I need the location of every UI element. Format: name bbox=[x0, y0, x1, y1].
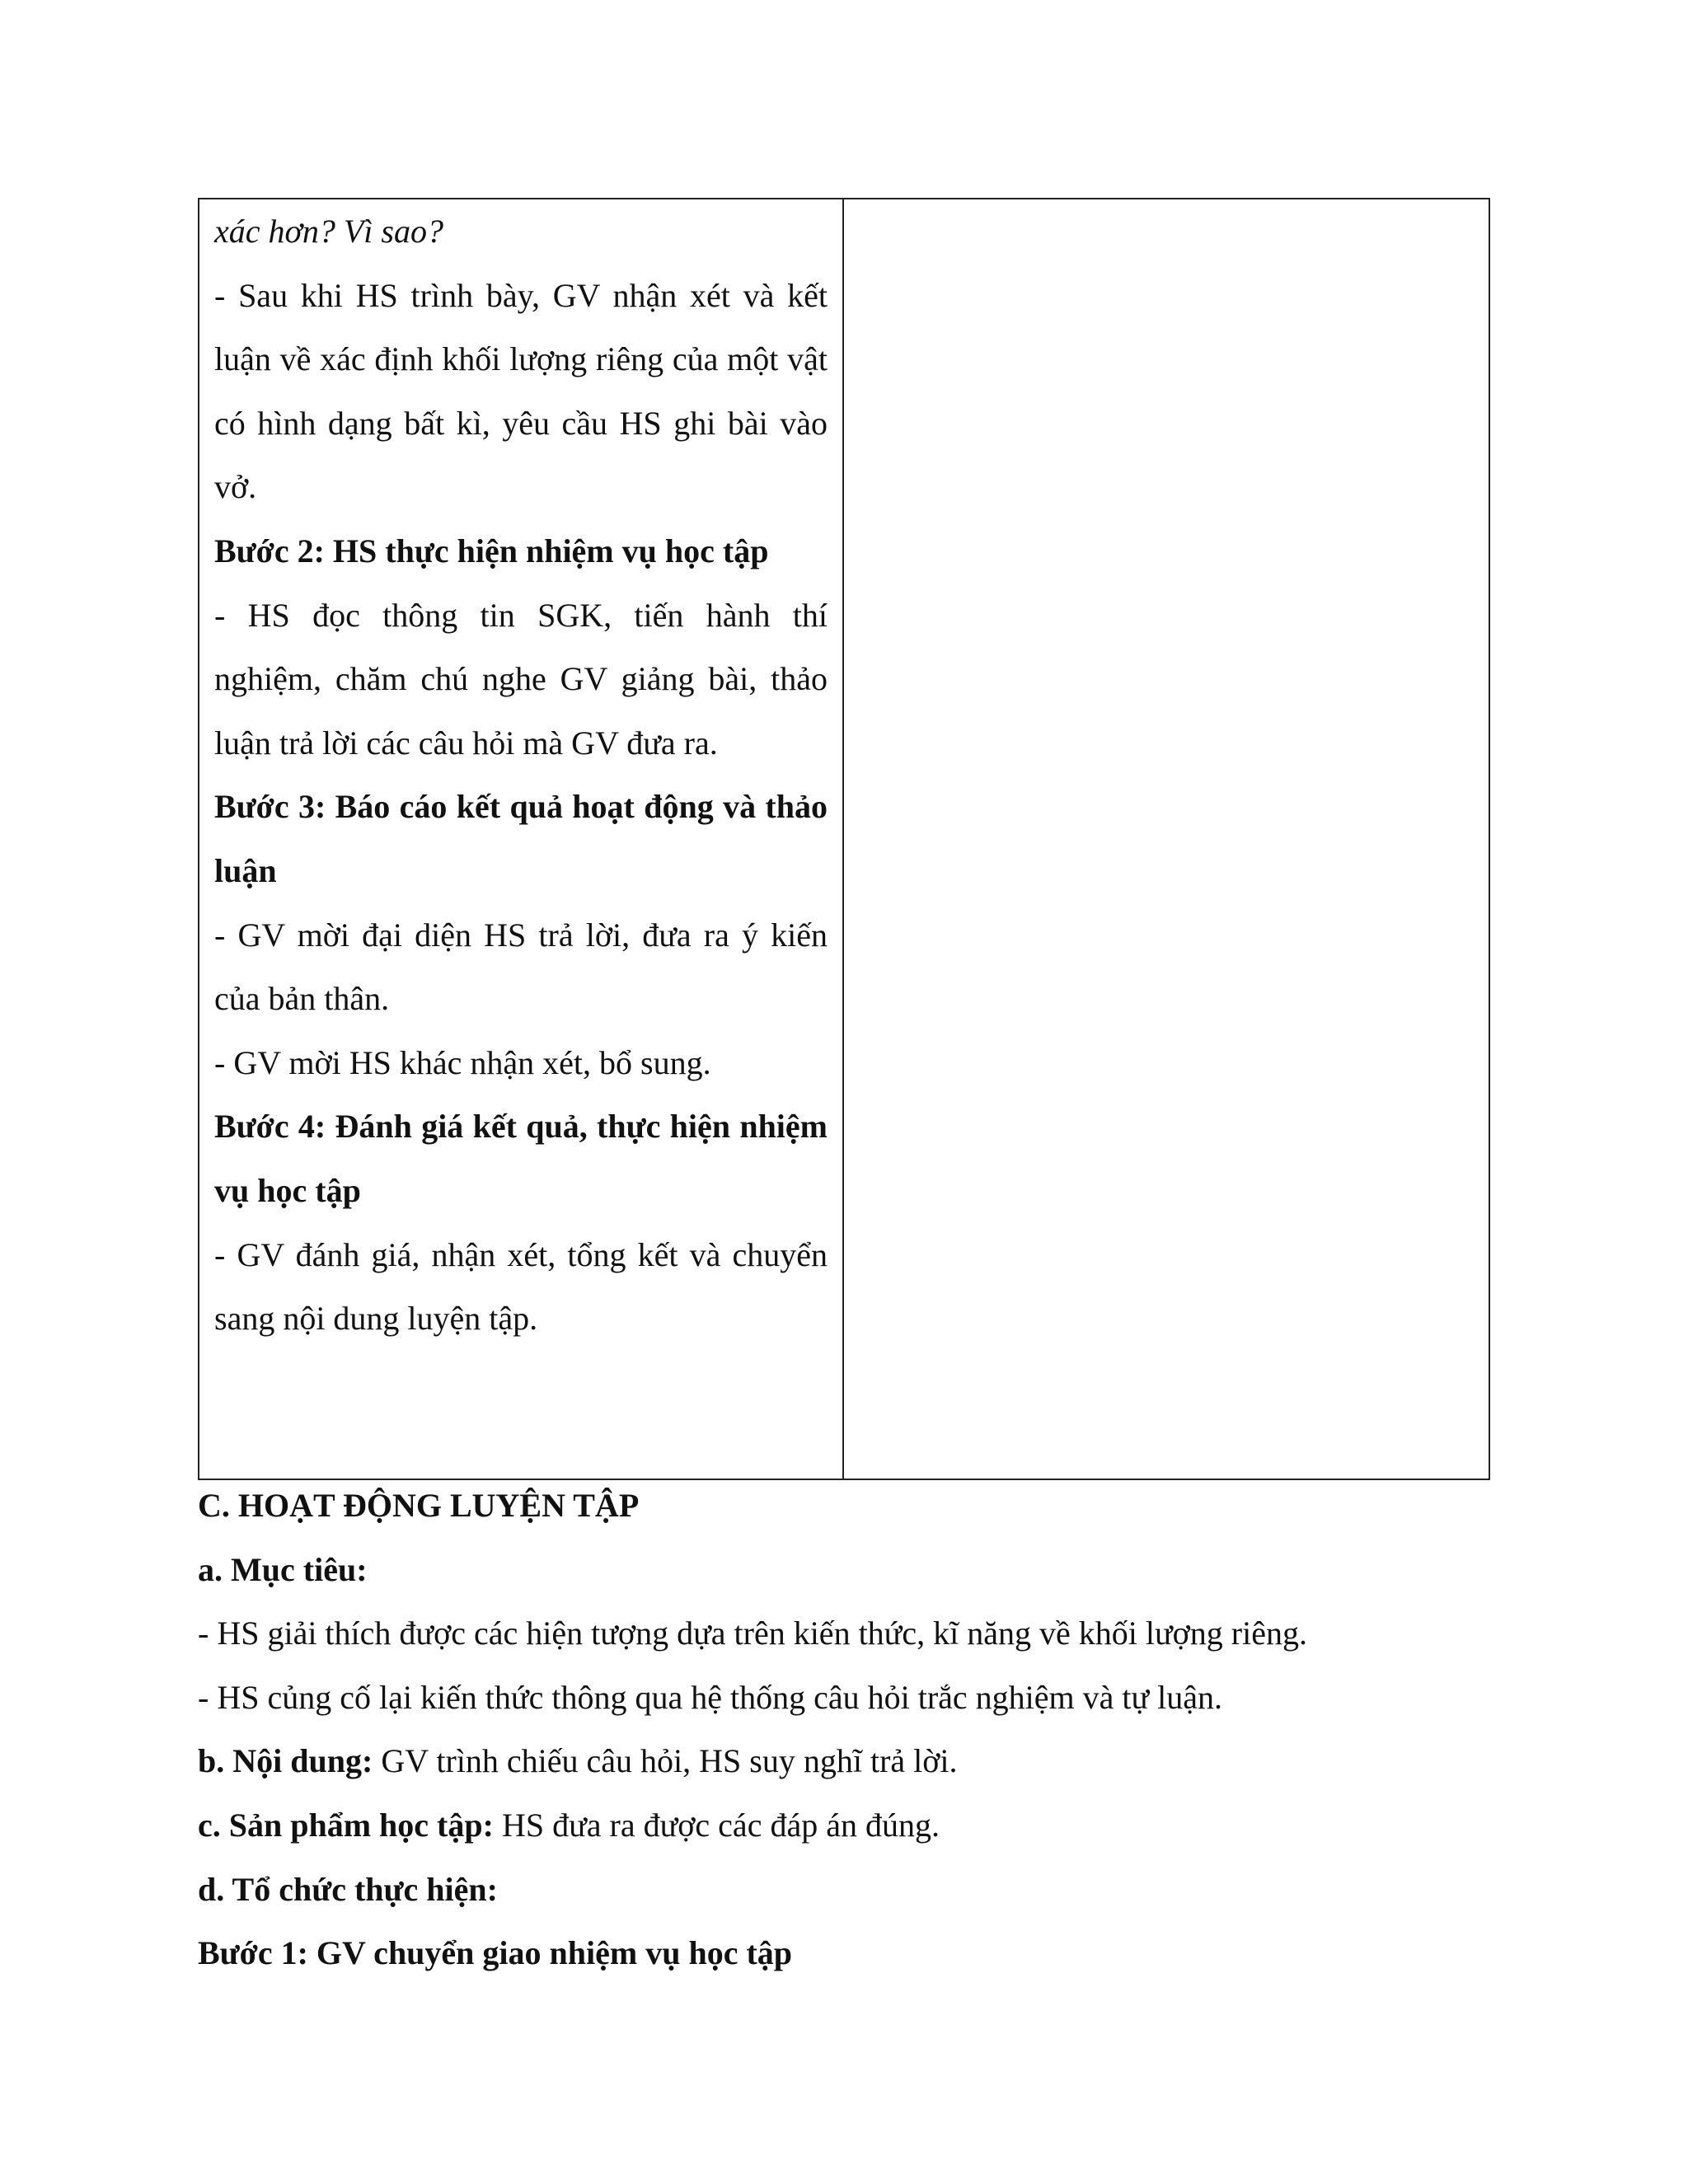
content-label: b. Nội dung: bbox=[198, 1742, 373, 1780]
step-4-title: Bước 4: Đánh giá kết quả, thực hiện nhiệm vụ học tập bbox=[214, 1108, 828, 1209]
objective-label: a. Mục tiêu: bbox=[198, 1550, 368, 1588]
product-line bbox=[198, 1793, 1500, 1858]
step-3-text-2: - GV mời HS khác nhận xét, bổ sung. bbox=[214, 1043, 711, 1081]
content-text: GV trình chiếu câu hỏi, HS suy nghĩ trả lời. bbox=[373, 1742, 958, 1780]
objective-item-1: - HS giải thích được các hiện tượng dựa trên kiến thức, kĩ năng về khối lượng riêng. bbox=[198, 1615, 1307, 1652]
question-continuation: xác hơn? Vì sao? bbox=[214, 213, 443, 250]
lesson-activity-table bbox=[198, 198, 1490, 1480]
objective-item-2: - HS củng cố lại kiến thức thông qua hệ thống câu hỏi trắc nghiệm và tự luận. bbox=[198, 1678, 1223, 1716]
step-2-title: Bước 2: HS thực hiện nhiệm vụ học tập bbox=[214, 532, 769, 569]
step-3-text-1: - GV mời đại diện HS trả lời, đưa ra ý kiến của bản thân. bbox=[214, 916, 828, 1018]
content-line bbox=[198, 1729, 1500, 1793]
table-row bbox=[199, 199, 1489, 1479]
practice-section bbox=[198, 1474, 1500, 1985]
step-3-title: Bước 3: Báo cáo kết quả hoạt động và thảo luận bbox=[214, 788, 828, 889]
product-text: HS đưa ra được các đáp án đúng. bbox=[493, 1806, 940, 1844]
expected-product-cell bbox=[843, 199, 1489, 1479]
step-4-text: - GV đánh giá, nhận xét, tổng kết và chuyển sang nội dung luyện tập. bbox=[214, 1235, 828, 1338]
organize-label: d. Tổ chức thực hiện: bbox=[198, 1870, 498, 1908]
product-label: c. Sản phẩm học tập: bbox=[198, 1806, 494, 1844]
section-title: C. HOẠT ĐỘNG LUYỆN TẬP bbox=[198, 1487, 640, 1524]
step-1-title: Bước 1: GV chuyển giao nhiệm vụ học tập bbox=[198, 1934, 793, 1972]
teacher-student-activity-cell bbox=[199, 199, 843, 1479]
step-2-text: - HS đọc thông tin SGK, tiến hành thí nghiệm, chăm chú nghe GV giảng bài, thảo luận trả lời các câu hỏi mà GV đưa ra. bbox=[214, 596, 828, 762]
teacher-conclusion-text: - Sau khi HS trình bày, GV nhận xét và kết luận về xác định khối lượng riêng của một vật có hình dạng bất kì, yêu cầu HS ghi bài vào vở. bbox=[214, 276, 828, 506]
